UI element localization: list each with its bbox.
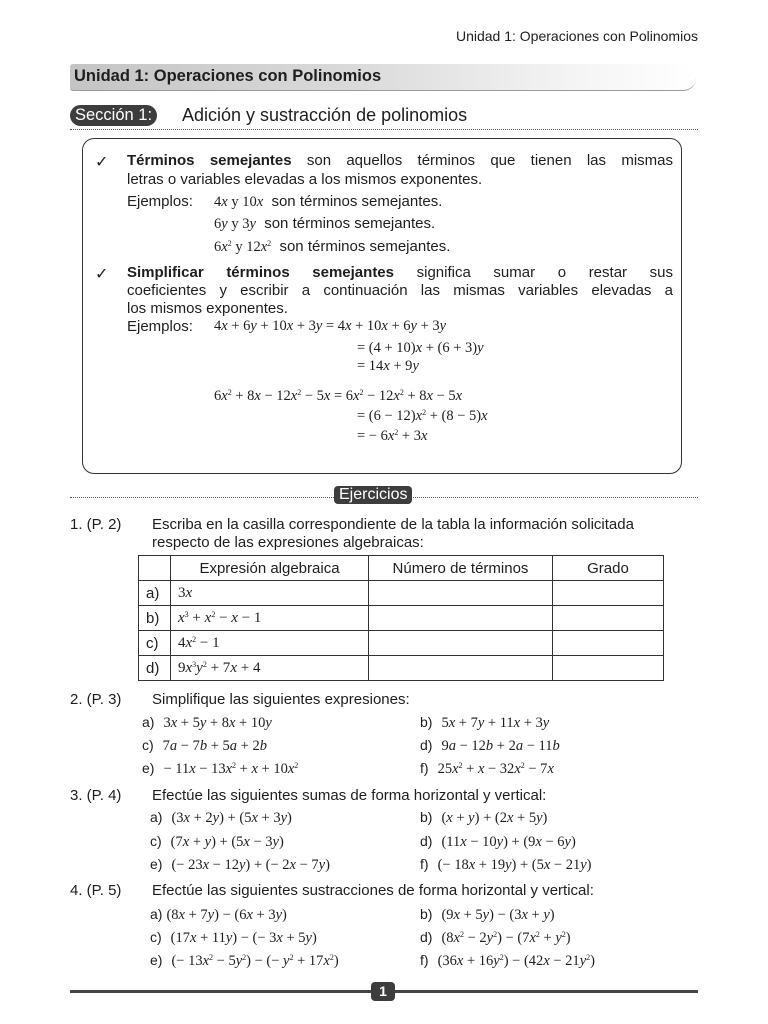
running-head: Unidad 1: Operaciones con Polinomios	[455, 28, 698, 44]
terms-answer-cell[interactable]	[369, 581, 553, 606]
table-row	[139, 656, 664, 681]
terms-answer-cell[interactable]	[369, 631, 553, 656]
q3-item-a: a) (3x + 2y) + (5x + 3y)	[150, 809, 292, 826]
definition-similar-terms: Términos semejantes son aquellos términos que tienen las mismas	[127, 152, 673, 169]
section-tag: Sección 1:	[70, 105, 157, 126]
q2-item-d: d) 9a − 12b + 2a − 11b	[420, 737, 560, 754]
worked-example-1-line-1: 4x + 6y + 10x + 3y = 4x + 10x + 6y + 3y	[214, 318, 447, 334]
row-label: d)	[139, 656, 171, 681]
q3-item-f: f) (− 18x + 19y) + (5x − 21y)	[420, 856, 592, 873]
table-header-empty	[139, 556, 171, 581]
q2-item-a: a) 3x + 5y + 8x + 10y	[142, 714, 272, 731]
row-label: a)	[139, 581, 171, 606]
question-3-number: 3. (P. 4)	[70, 787, 122, 804]
q2-item-b: b) 5x + 7y + 11x + 3y	[420, 714, 550, 731]
question-2-text: Simplifique las siguientes expresiones:	[152, 691, 410, 708]
question-1-number: 1. (P. 2)	[70, 516, 122, 533]
degree-answer-cell[interactable]	[553, 581, 664, 606]
expressions-table	[138, 555, 664, 681]
worked-example-2-line-3: = − $6x^2 + 3x$	[357, 428, 428, 444]
q4-item-e: e) (− $13x^2 - 5y^2$) − (− $y^2 + 17x^2$)	[150, 952, 339, 969]
checkmark-icon: ✓	[95, 266, 109, 283]
row-label: b)	[139, 606, 171, 631]
expression-cell: 3x	[171, 581, 369, 606]
q2-item-e: $e) - 11x - 13x^2 + x + 10x^2$	[142, 760, 299, 777]
q4-item-f: f) $(36x + 16y^2) - (42x - 21y^2)$	[420, 952, 595, 969]
worked-example-1-line-2: = (4 + 10)x + (6 + 3)y	[357, 340, 484, 356]
table-row	[139, 581, 664, 606]
question-4-text: Efectúe las siguientes sustracciones de forma horizontal y vertical:	[152, 882, 594, 899]
definition-simplify-line-3: los mismos exponentes.	[127, 300, 288, 317]
worked-example-2-line-1: $6x^2 + 8x - 12x^2 - 5x = 6x^2 - 12x^2 + 8x - 5x$	[214, 388, 463, 404]
question-1-text-line-2: respecto de las expresiones algebraicas:	[152, 534, 424, 551]
q3-item-c: c) (7x + y) + (5x − 3y)	[150, 833, 284, 850]
example-3: $6x^2$ y $12x^2$ son términos semejantes.	[214, 238, 451, 255]
q3-item-d: d) (11x − 10y) + (9x − 6y)	[420, 833, 576, 850]
definition-simplify-line-2: coeficientes y escribir a continuación las mismas variables elevadas a	[127, 282, 673, 299]
q3-item-b: b) (x + y) + (2x + 5y)	[420, 809, 548, 826]
exercises-tag: Ejercicios	[334, 486, 412, 504]
degree-answer-cell[interactable]	[553, 631, 664, 656]
question-3-text: Efectúe las siguientes sumas de forma horizontal y vertical:	[152, 787, 547, 804]
example-1: 4x y 10x son términos semejantes.	[214, 193, 443, 210]
row-label: c)	[139, 631, 171, 656]
q4-item-b: b) (9x + 5y) − (3x + y)	[420, 906, 555, 923]
expression-cell: $9x^3y^2 + 7x + 4$	[171, 656, 369, 681]
table-row	[139, 631, 664, 656]
q2-item-c: c) 7a − 7b + 5a + 2b	[142, 737, 267, 754]
examples-label-2: Ejemplos:	[127, 318, 193, 335]
q3-item-e: e) (− 23x − 12y) + (− 2x − 7y)	[150, 856, 330, 873]
question-4-number: 4. (P. 5)	[70, 882, 122, 899]
q4-item-a: a) (8x + 7y) − (6x + 3y)	[150, 906, 287, 923]
q4-item-c: c) (17x + 11y) − (− 3x + 5y)	[150, 929, 317, 946]
degree-answer-cell[interactable]	[553, 606, 664, 631]
q4-item-d: d) $(8x^2 - 2y^2) - (7x^2 + y^2)$	[420, 929, 571, 946]
definition-line-2: letras o variables elevadas a los mismos exponentes.	[127, 171, 483, 188]
question-1-text: Escriba en la casilla correspondiente de la tabla la información solicitada	[152, 516, 634, 533]
table-header-degree: Grado	[553, 556, 664, 581]
page-number: 1	[371, 982, 395, 1001]
unit-title-bar	[70, 64, 696, 91]
terms-answer-cell[interactable]	[369, 606, 553, 631]
terms-answer-cell[interactable]	[369, 656, 553, 681]
checkmark-icon: ✓	[95, 154, 109, 171]
examples-label: Ejemplos:	[127, 193, 193, 210]
table-header-expression: Expresión algebraica	[171, 556, 369, 581]
section-title: Adición y sustracción de polinomios	[182, 105, 468, 125]
unit-title: Unidad 1: Operaciones con Polinomios	[74, 67, 382, 85]
degree-answer-cell[interactable]	[553, 656, 664, 681]
question-2-number: 2. (P. 3)	[70, 691, 122, 708]
definition-simplify: Simplificar términos semejantes significa sumar o restar sus	[127, 264, 673, 281]
example-2: 6y y 3y son términos semejantes.	[214, 215, 436, 232]
table-header-row	[139, 556, 664, 581]
table-row	[139, 606, 664, 631]
expression-cell: $x^3 + x^2 - x - 1$	[171, 606, 369, 631]
section-heading	[70, 105, 698, 130]
worked-example-1-line-3: = 14x + 9y	[357, 358, 419, 374]
expression-cell: $4x^2 - 1$	[171, 631, 369, 656]
worked-example-2-line-2: = $(6 - 12)x^2 + (8 - 5)x$	[357, 408, 488, 424]
q2-item-f: f) $25x^2 + x - 32x^2 - 7x$	[420, 760, 554, 777]
table-header-terms: Número de términos	[369, 556, 553, 581]
